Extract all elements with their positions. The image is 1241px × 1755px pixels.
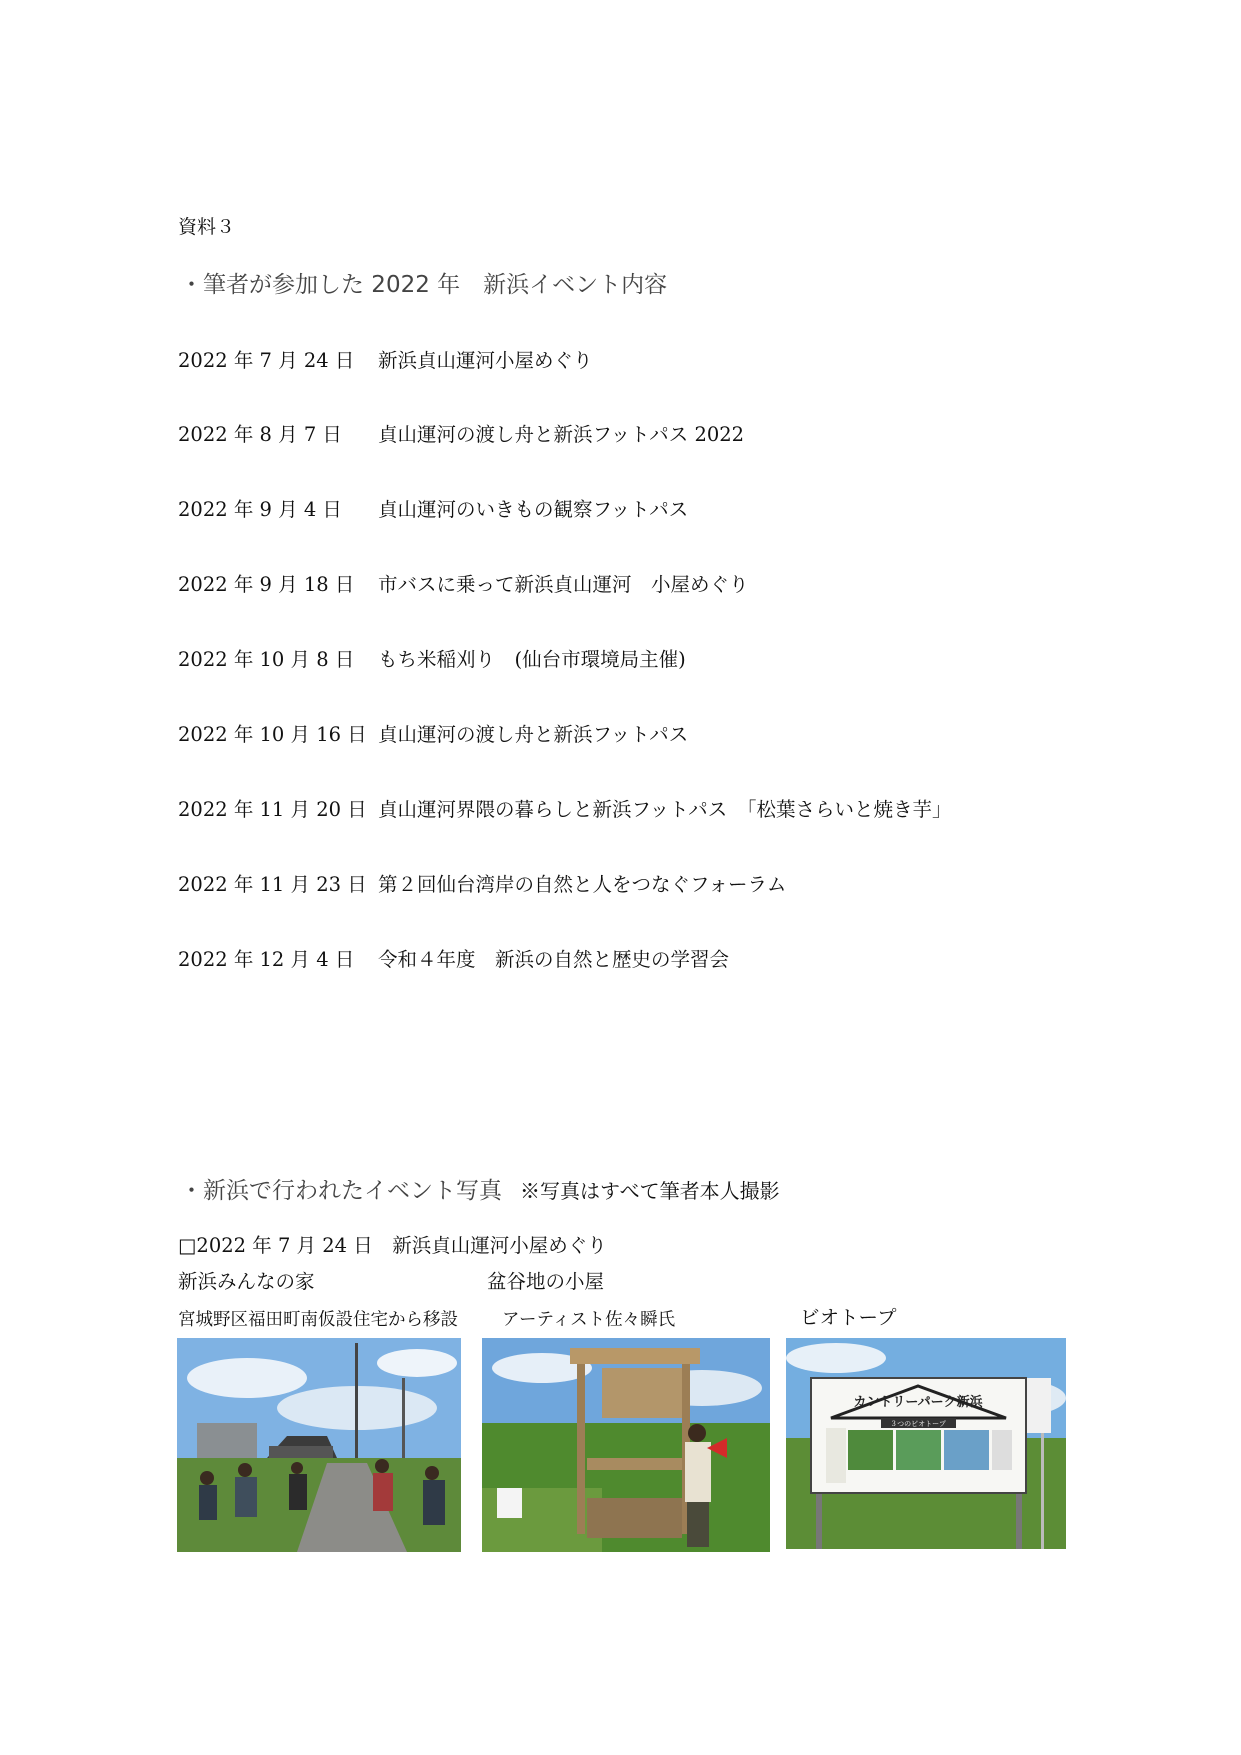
- event-date: 2022 年 8 月 7 日: [178, 423, 342, 446]
- event-date: 2022 年 11 月 20 日: [178, 798, 367, 821]
- event-date: 2022 年 10 月 16 日: [178, 723, 367, 746]
- photo-caption: 新浜みんなの家: [178, 1270, 315, 1293]
- photo-caption: ビオトープ: [800, 1306, 897, 1329]
- section-heading-events: ・筆者が参加した 2022 年 新浜イベント内容: [180, 272, 668, 298]
- photo-subcaption: 宮城野区福田町南仮設住宅から移設: [178, 1310, 458, 1330]
- photo-minna-no-ie: [177, 1338, 461, 1552]
- event-item: [178, 644, 686, 672]
- document-label: 資料３: [178, 216, 236, 238]
- photo-event-heading: □2022 年 7 月 24 日 新浜貞山運河小屋めぐり: [178, 1234, 607, 1257]
- event-date: 2022 年 10 月 8 日: [178, 648, 355, 671]
- event-date: 2022 年 7 月 24 日: [178, 349, 355, 372]
- event-title: 貞山運河界隈の暮らしと新浜フットパス 「松葉さらいと焼き芋」: [378, 798, 952, 821]
- event-title: 第２回仙台湾岸の自然と人をつなぐフォーラム: [378, 873, 787, 896]
- section-heading-photos: [180, 1172, 780, 1205]
- event-title: 令和４年度 新浜の自然と歴史の学習会: [378, 948, 730, 971]
- event-title: もち米稲刈り (仙台市環境局主催): [378, 648, 686, 671]
- event-title: 新浜貞山運河小屋めぐり: [378, 349, 593, 372]
- event-item: [178, 494, 688, 522]
- event-item: [178, 944, 729, 972]
- photo-caption: 盆谷地の小屋: [487, 1270, 605, 1293]
- photo-credit-note: ※写真はすべて筆者本人撮影: [520, 1179, 780, 1203]
- event-item: [178, 569, 749, 597]
- event-title: 貞山運河の渡し舟と新浜フットパス: [378, 723, 689, 746]
- sign-title: カントリーパーク新浜: [853, 1395, 983, 1410]
- photo-biotope-sign: [786, 1338, 1066, 1549]
- event-date: 2022 年 11 月 23 日: [178, 873, 367, 896]
- event-date: 2022 年 9 月 18 日: [178, 573, 355, 596]
- event-date: 2022 年 9 月 4 日: [178, 498, 342, 521]
- sign-subtitle: ３つのビオトープ: [890, 1420, 946, 1428]
- event-item: [178, 419, 744, 447]
- event-item: [178, 345, 593, 373]
- photo-walkers-image: [177, 1338, 461, 1552]
- event-title: 貞山運河のいきもの観察フットパス: [378, 498, 689, 521]
- photo-subcaption: アーティスト佐々瞬氏: [502, 1310, 676, 1330]
- event-date: 2022 年 12 月 4 日: [178, 948, 355, 971]
- event-title: 貞山運河の渡し舟と新浜フットパス 2022: [378, 423, 745, 446]
- photo-sign-image: [786, 1338, 1066, 1549]
- event-item: [178, 869, 786, 897]
- event-item: [178, 719, 688, 747]
- event-item: [178, 794, 952, 822]
- section-photos-title: ・新浜で行われたイベント写真: [180, 1178, 502, 1204]
- photo-hut-image: [482, 1338, 770, 1552]
- event-title: 市バスに乗って新浜貞山運河 小屋めぐり: [378, 573, 749, 596]
- photo-bonyachi-hut: [482, 1338, 770, 1552]
